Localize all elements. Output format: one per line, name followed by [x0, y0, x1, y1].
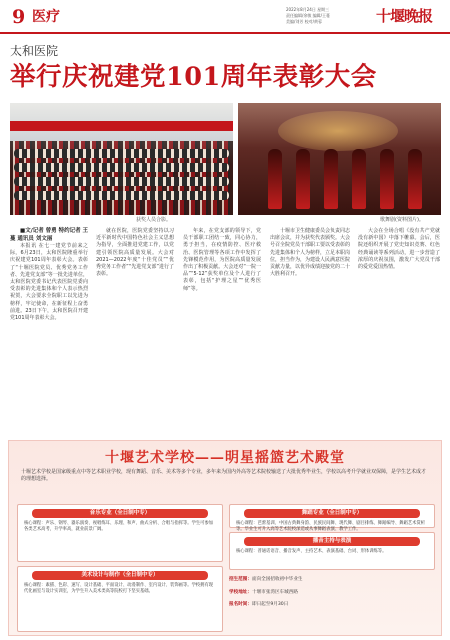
article-paragraph: 就在医院，医院党委坚持以习近平新时代中国特色社会主义思想为指导，全面推进党建工作，以党建引领医院高质量发展。大会对2021—2022年度“十佳党员”“优秀党务工作者”“先进党支部”进行了表彰。 — [96, 228, 174, 278]
headline-kicker: 太和医院 — [10, 44, 59, 58]
photo-dancer — [380, 149, 394, 209]
photo-dancer — [324, 149, 338, 209]
article-column — [183, 228, 261, 434]
ad-program-text: 核心课程：声乐、钢琴、器乐演奏、视唱练耳、乐理、和声、曲式分析、合唱与指挥等。学生可参加各类艺术高考，升学率高，就业前景广阔。 — [24, 521, 214, 533]
article-column — [96, 228, 174, 434]
ad-program-box — [229, 532, 435, 570]
ad-program-text: 核心课程：普通话语音、播音发声、主持艺术、表演基础、台词、形体训练等。 — [236, 549, 387, 554]
masthead-logo: 十堰晚报 — [376, 7, 433, 25]
ad-intro: 十堰艺术学校是国家级重点中等艺术职业学校，现有舞蹈、音乐、美术等多个专业，多年来为国内外高等艺术院校输送了大批优秀毕业生，学校以高考升学就业双保障，是学生艺术成才的理想选择。 — [21, 469, 427, 482]
article-paragraph: 十堰市卫生健康委员会负责同志出席会议，并为获奖代表颁奖。大会号召全院党员干部职工要以受表彰的先进集体和个人为榜样，立足本职岗位，担当作为，为建设人民满意医院贡献力量，以优异成绩迎接党的二十大胜利召开。 — [270, 228, 351, 278]
photo-banner — [10, 121, 233, 131]
photo-caption-left: 获奖人员合影。 — [136, 217, 172, 223]
ad-program-heading: 音乐专业（全日制中专） — [32, 509, 207, 518]
ad-contact-info — [229, 574, 435, 612]
article-column — [10, 228, 88, 434]
ad-program-heading: 舞蹈专业（全日制中专） — [244, 509, 419, 518]
photo-row — [14, 191, 229, 200]
photo-dancer — [268, 149, 282, 209]
ad-info-value: 十堰市张湾区车城西路 — [251, 589, 298, 595]
article-column — [358, 228, 440, 434]
header-meta-line: 美编/刘芳 校对/黄蓉 — [286, 19, 322, 24]
photo-dancer — [408, 149, 422, 209]
article-paragraph: 大会在全场合唱《没有共产党就没有新中国》中落下帷幕。会后，医院还组织开展了党史知识竞赛、红色经典诵读等系列活动，进一步营造了浓厚的庆祝氛围，激发广大党员干部的爱党爱国热情。 — [358, 228, 440, 271]
photo-dancer — [296, 149, 310, 209]
ad-program-box — [17, 566, 223, 632]
ad-program-box — [229, 504, 435, 533]
article-paragraph: 本报讯 在七一建党节前来之际，6月23日，太和医院隆重举行庆祝建党101周年表彰大会。表彰了“十堰医院党员、优秀党务工作者、先进党支部”等一批先进单位，太和医院党委书记代表医院党委向受表彰的先进集体和个人表示热烈祝贺，大会要求全院职工以先进为榜样，牢记使命，在新征程上奋勇前进。23日下午，太和医院召开建党101周年表彰大会。 — [10, 243, 88, 322]
headline-title: 举行庆祝建党101周年表彰大会 — [10, 62, 377, 92]
school-advertisement — [8, 440, 442, 636]
ad-info-label: 报名时间： — [229, 602, 252, 607]
ad-program-heading: 播音主持与表演 — [244, 537, 419, 546]
section-name: 医疗 — [32, 9, 60, 25]
page-header — [0, 0, 450, 34]
ad-program-text: 核心课程：素描、色彩、速写、设计基础、平面设计、动漫制作、室内设计、装饰画等。学校拥有现代化画室与设计实训室，为学生升入美术类高等院校打下坚实基础。 — [24, 583, 214, 595]
header-meta — [286, 7, 372, 25]
ad-info-line — [229, 587, 435, 600]
ad-program-box — [17, 504, 223, 562]
article-body — [10, 228, 440, 436]
photo-row — [14, 177, 229, 186]
article-column — [270, 228, 350, 434]
ad-info-label: 招生范围： — [229, 577, 252, 582]
header-meta-line: 责任编辑/余敏 编辑/王蔓 — [286, 13, 330, 18]
page-number: 9 — [12, 6, 26, 28]
ad-title: 十堰艺术学校——明星摇篮艺术殿堂 — [105, 450, 345, 466]
article-byline: ■文/记者 曾勇 特约记者 王蔓 通讯员 刘文丽 — [10, 228, 88, 242]
ad-info-line — [229, 574, 435, 587]
ad-program-text: 核心课程：芭蕾基训、中国古典舞身韵、民族民间舞、现代舞、剧目排练、舞蹈编导、舞蹈艺术赏析等。毕业生可升入高等艺术院校深造或从事舞蹈表演、教学工作。 — [236, 521, 426, 533]
ad-info-line — [229, 599, 435, 612]
performance-photo — [238, 103, 441, 215]
photo-stage-light — [278, 111, 398, 151]
photo-row — [14, 149, 229, 158]
ad-program-heading: 美术设计与制作（全日制中专） — [32, 571, 207, 580]
ad-info-value: 即日起至9月30日 — [251, 602, 289, 607]
photo-dancer — [352, 149, 366, 209]
photo-row — [14, 163, 229, 172]
group-photo — [10, 103, 233, 215]
ad-info-label: 学校地址： — [229, 589, 252, 595]
ad-info-value: 面向全国招收初中毕业生 — [251, 577, 303, 582]
header-meta-line: 2022年8月24日 星期三 — [286, 7, 330, 12]
article-paragraph: 年来，在党支部的领导下，党员干部职工团结一致，同心协力，勇于担当，在疫情防控、医疗救治、医院管理等各项工作中发挥了先锋模范作用，为医院高质量发展作出了积极贡献。大会还对“一院一品”“5·12”获奖单位及个人进行了表彰，包括“护理之星”“优秀医师”等。 — [183, 228, 261, 292]
photo-caption-right: 歌舞剧(资料图片)。 — [380, 217, 424, 223]
